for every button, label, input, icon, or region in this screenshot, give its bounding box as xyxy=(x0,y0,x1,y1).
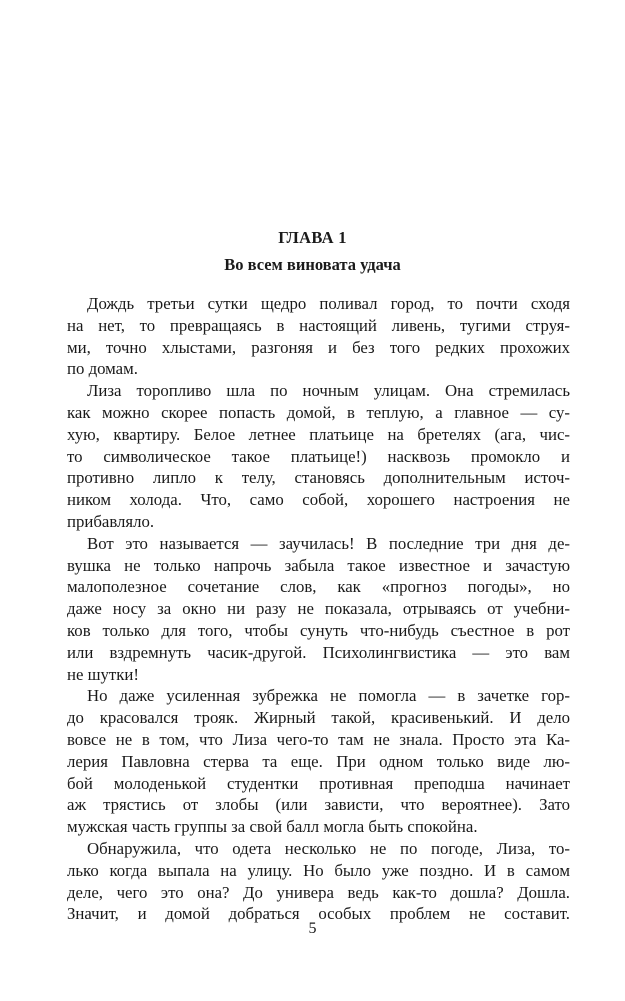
chapter-title: ГЛАВА 1 xyxy=(278,228,347,247)
text-line: противно липло к телу, становясь дополнительным источ- xyxy=(67,468,570,488)
text-line: на нет, то превращаясь в настоящий ливень, тугими струя- xyxy=(67,315,570,335)
text-line: Значит, и домой добраться особых проблем не составит. xyxy=(67,904,570,924)
text-line: Обнаружила, что одета несколько не по погоде, Лиза, то- xyxy=(87,838,570,858)
text-line: хую, квартиру. Белое летнее платьице на бретелях (ага, чис- xyxy=(67,424,570,444)
text-line: прибавляло. xyxy=(67,511,155,531)
text-line: до красовался трояк. Жирный такой, красивенький. И дело xyxy=(67,708,570,728)
text-line: Вот это называется — заучилась! В последние три дня де- xyxy=(87,533,570,553)
text-line: не шутки! xyxy=(67,664,139,684)
text-line: Но даже усиленная зубрежка не помогла — в зачетке гор- xyxy=(87,686,570,706)
text-line: деле, чего это она? До универа ведь как-то дошла? Дошла. xyxy=(67,882,570,902)
text-line: или вздремнуть часик-другой. Психолингвистика — это вам xyxy=(67,642,570,662)
text-line: ми, точно хлыстами, разгоняя и без того редких прохожих xyxy=(67,337,570,357)
body-text xyxy=(67,293,570,925)
text-line: аж трястись от злобы (или зависти, что вероятнее). Зато xyxy=(67,795,570,815)
text-line: лько когда выпала на улицу. Но было уже поздно. И в самом xyxy=(67,860,570,880)
text-line: ником холода. Что, само собой, хорошего настроения не xyxy=(67,490,570,510)
text-line: вушка не только напрочь забыла такое известное и зачастую xyxy=(67,555,570,575)
text-line: Лиза торопливо шла по ночным улицам. Она стремилась xyxy=(87,381,570,401)
chapter-subtitle: Во всем виновата удача xyxy=(224,255,401,274)
text-line: малополезное сочетание слов, как «прогноз погоды», но xyxy=(67,577,570,597)
text-line: лерия Павловна стерва та еще. При одном только виде лю- xyxy=(67,751,570,771)
text-line: ков только для того, чтобы сунуть что-нибудь съестное в рот xyxy=(67,620,570,640)
page-number: 5 xyxy=(308,920,317,937)
text-line: мужская часть группы за свой балл могла быть спокойна. xyxy=(67,817,478,837)
text-line: как можно скорее попасть домой, в теплую, а главное — су- xyxy=(67,402,570,422)
text-line: Дождь третьи сутки щедро поливал город, то почти сходя xyxy=(87,294,570,313)
text-line: вовсе не в том, что Лиза чего-то там не знала. Просто эта Ка- xyxy=(67,729,570,749)
text-line: бой молоденькой студентки противная преподша начинает xyxy=(67,773,570,793)
text-line: то символическое такое платьице!) насквозь промокло и xyxy=(67,446,570,466)
text-line: даже носу за окно ни разу не показала, отрываясь от учебни- xyxy=(67,599,570,619)
text-line: по домам. xyxy=(67,359,138,379)
